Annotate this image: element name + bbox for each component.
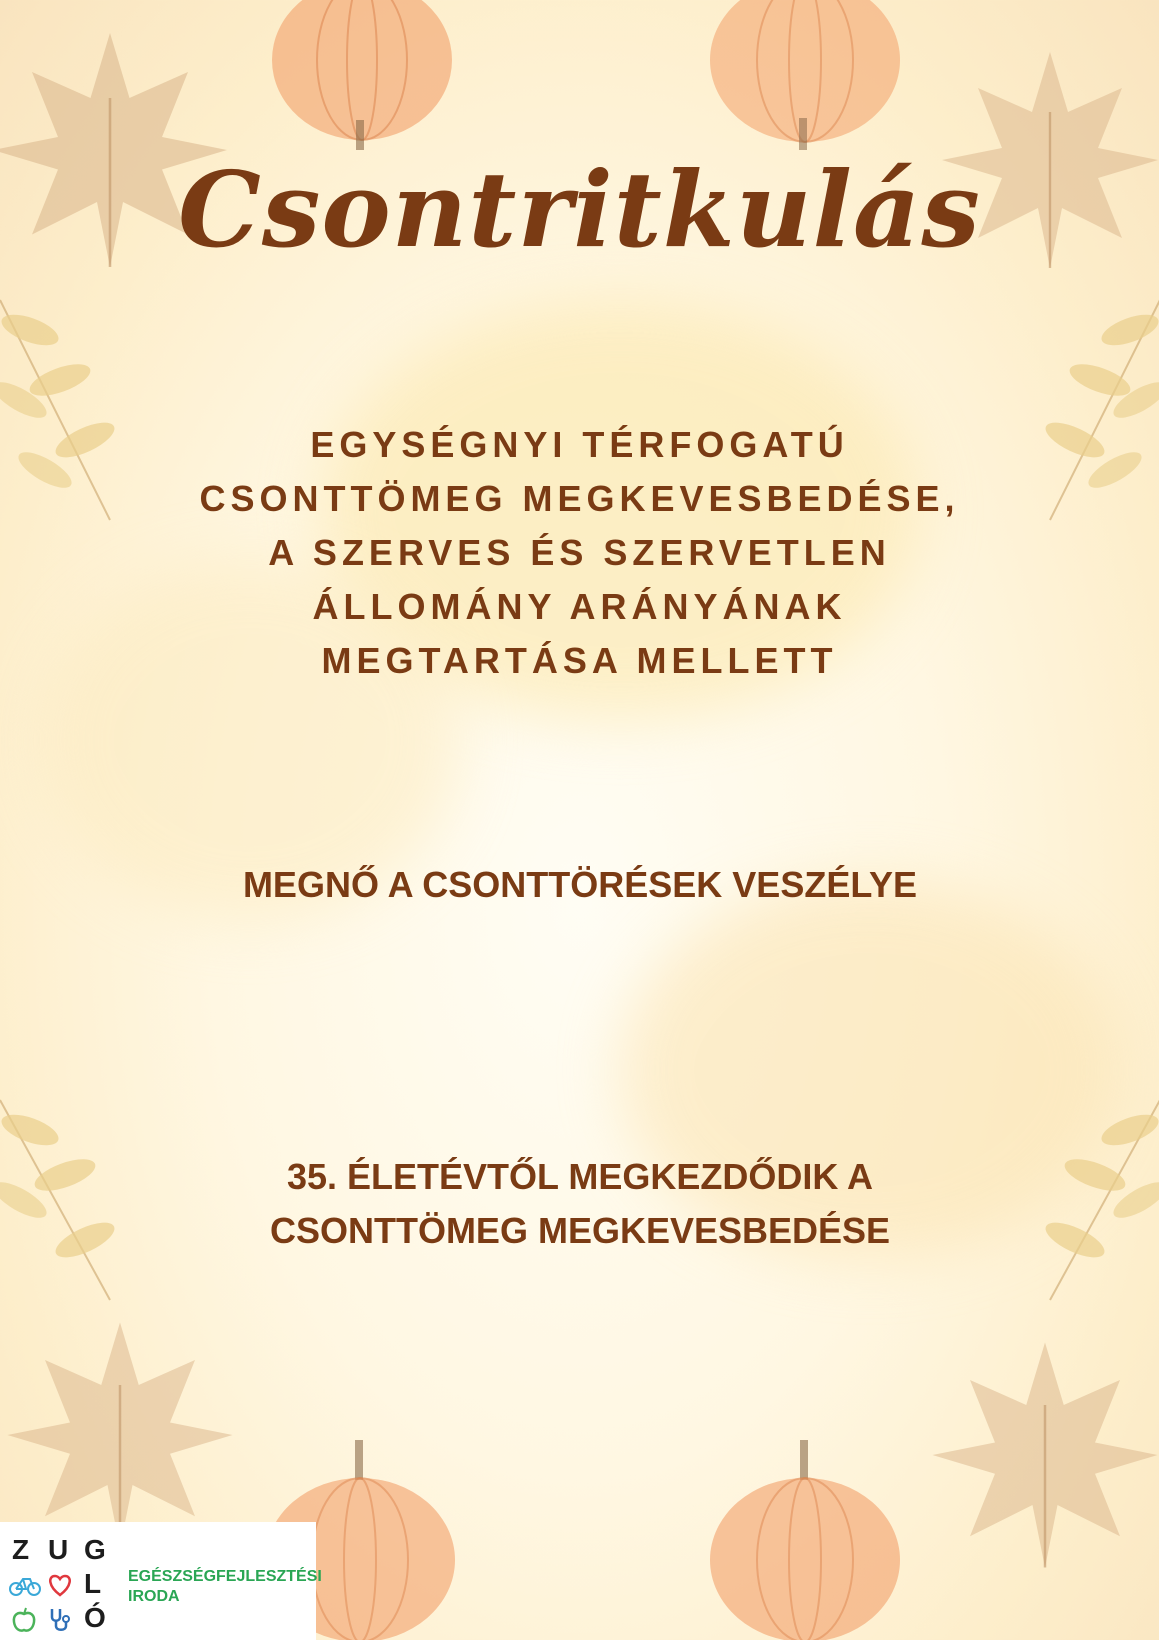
- logo-letter: G: [84, 1534, 106, 1565]
- fact-age-onset: [80, 1150, 1080, 1258]
- definition-text: [100, 418, 1059, 688]
- definition-line: A SZERVES ÉS SZERVETLEN: [268, 532, 891, 573]
- pumpkin-bottom-right: [700, 1440, 910, 1640]
- heart-icon: [46, 1572, 74, 1598]
- pumpkin-top-right: [700, 0, 910, 150]
- definition-line: EGYSÉGNYI TÉRFOGATÚ: [310, 424, 849, 465]
- zuglo-logo: [0, 1522, 322, 1640]
- fact-line: CSONTTÖMEG MEGKEVESBEDÉSE: [269, 1210, 891, 1251]
- maple-leaf-bottom-right: [920, 1330, 1159, 1580]
- logo-letter: L: [84, 1568, 102, 1599]
- logo-letter: Z: [12, 1534, 30, 1565]
- fact-fracture-risk: [80, 858, 1080, 912]
- bicycle-icon: [8, 1572, 42, 1598]
- pumpkin-top-left: [262, 0, 462, 150]
- fact-line: MEGNŐ A CSONTTÖRÉSEK VESZÉLYE: [242, 864, 918, 905]
- page-title: Csontritkulás: [178, 148, 981, 271]
- definition-line: ÁLLOMÁNY ARÁNYÁNAK: [312, 586, 847, 627]
- definition-line: MEGTARTÁSA MELLETT: [321, 640, 838, 681]
- stethoscope-icon: [46, 1606, 74, 1634]
- fact-line: 35. ÉLETÉVTŐL MEGKEZDŐDIK A: [286, 1156, 874, 1197]
- logo-text-line2: IRODA: [128, 1588, 180, 1605]
- logo-text-line1: EGÉSZSÉGFEJLESZTÉSI: [128, 1568, 322, 1585]
- logo-letter: U: [48, 1534, 69, 1565]
- logo-letter: Ó: [84, 1602, 106, 1633]
- apple-icon: [10, 1606, 38, 1634]
- definition-line: CSONTTÖMEG MEGKEVESBEDÉSE,: [199, 478, 960, 519]
